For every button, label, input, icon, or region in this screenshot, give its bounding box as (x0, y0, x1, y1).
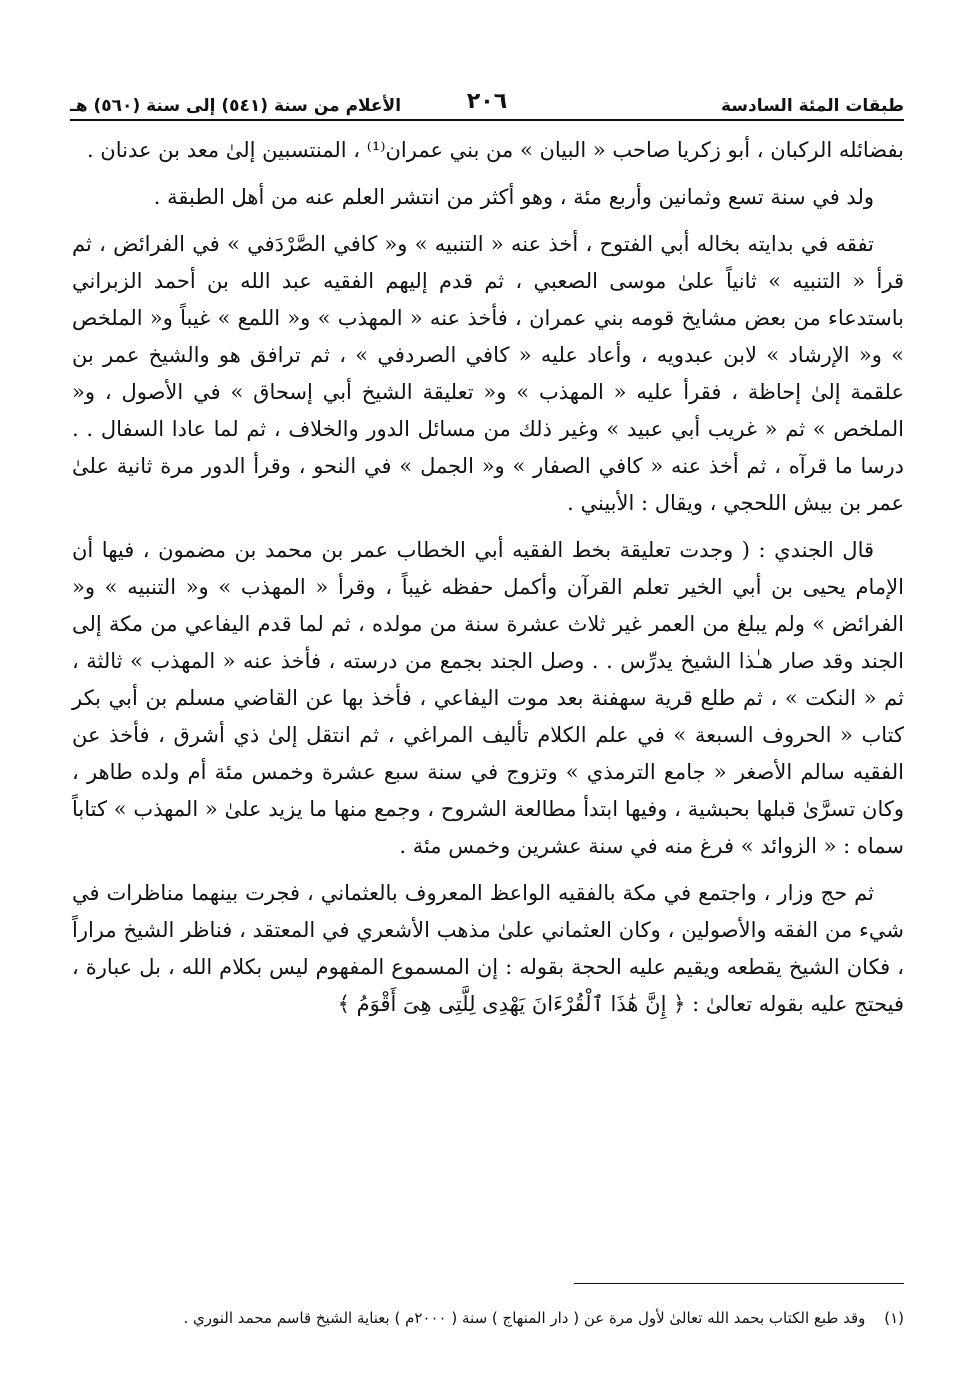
footnote-text: وقد طبع الكتاب بحمد الله تعالىٰ لأول مرة عن ( دار المنهاج ) سنة ( ٢٠٠٠م ) بعناية الشيخ قاسم محمد النوري . (183, 1309, 866, 1327)
paragraph-5: ثم حج وزار ، واجتمع في مكة بالفقيه الواعظ المعروف بالعثماني ، فجرت بينهما مناظرات في شيء من الفقه والأصولين ، وكان العثماني علىٰ مذهب الأشعري في المعتقد ، فناظر الشيخ مراراً ، فكان الشيخ يقطعه ويقيم عليه الحجة بقوله : إن المسموع المفهوم ليس بكلام الله ، بل عبارة ، فيحتج عليه بقوله تعالىٰ : ﴿ إِنَّ هَٰذَا ٱلْقُرْءَانَ يَهْدِى لِلَّتِى هِىَ أَقْوَمُ ﴾ (72, 881, 904, 1016)
paragraph-3: تفقه في بدايته بخاله أبي الفتوح ، أخذ عنه « التنبيه » و« كافي الصَّرْدَفي » في الفرائض ، ثم قرأ « التنبيه » ثانياً علىٰ موسى الصعبي ، ثم قدم إليهم الفقيه عبد الله بن أحمد الزبراني باستدعاء من بعض مشايخ قومه بني عمران ، فأخذ عنه « المهذب » و« اللمع » غيباً و« الملخص » و« الإرشاد » لابن عبدويه ، وأعاد عليه « كافي الصردفي » ، ثم ترافق هو والشيخ عمر بن علقمة إلىٰ إحاظة ، فقرأ عليه « المهذب » و« تعليقة الشيخ أبي إسحاق » في الأصول ، و« الملخص » ثم « غريب أبي عبيد » وغير ذلك من مسائل الدور والخلاف ، ثم لما عادا السفال . . درسا ما قرآه ، ثم أخذ عنه « كافي الصفار » و« الجمل » في النحو ، وقرأ الدور مرة ثانية علىٰ عمر بن بيش اللحجي ، ويقال : الأبيني . (72, 232, 904, 515)
footnote-marker: (١) (884, 1309, 904, 1327)
paragraph-4: قال الجندي : ( وجدت تعليقة بخط الفقيه أبي الخطاب عمر بن محمد بن مضمون ، فيها أن الإمام يحيى بن أبي الخير تعلم القرآن وأكمل حفظه غيباً ، وقرأ « المهذب » و« التنبيه » و« الفرائض » ولم يبلغ من العمر غير ثلاث عشرة سنة من مولده ، ثم لما قدم اليفاعي من مكة إلى الجند وقد صار هـٰذا الشيخ يدرِّس . . وصل الجند بجمع من درسته ، فأخذ عنه « المهذب » ثالثة ، ثم « النكت » ، ثم طلع قرية سهفنة بعد موت اليفاعي ، فأخذ بها عن القاضي مسلم بن أبي بكر كتاب « الحروف السبعة » في علم الكلام تأليف المراغي ، ثم انتقل إلىٰ ذي أشرق ، فأخذ عن الفقيه سالم الأصغر « جامع الترمذي » وتزوج في سنة سبع عشرة وخمس مئة أم ولده طاهر ، وكان تسرَّىٰ قبلها بحبشية ، وفيها ابتدأ مطالعة الشروح ، وجمع منها ما يزيد علىٰ « المهذب » كتاباً سماه : « الزوائد » فرغ منه في سنة عشرين وخمس مئة . (72, 538, 904, 858)
footnote-divider (574, 1283, 904, 1284)
footnote (72, 1306, 904, 1330)
main-text (72, 132, 904, 1023)
paragraph-1: بفضائله الركبان ، أبو زكريا صاحب « البيان » من بني عمران⁽¹⁾ ، المنتسبين إلىٰ معد بن عدنان . (86, 138, 904, 162)
page-number: ٢٠٦ (466, 89, 508, 114)
paragraph-2: ولد في سنة تسع وثمانين وأربع مئة ، وهو أكثر من انتشر العلم عنه من أهل الطبقة . (153, 185, 874, 209)
header-year-range: الأعلام من سنة (٥٤١) إلى سنة (٥٦٠) هـ (70, 96, 402, 116)
header-divider (70, 119, 904, 121)
header-section-title: طبقات المئة السادسة (721, 96, 904, 116)
running-header (70, 80, 904, 116)
